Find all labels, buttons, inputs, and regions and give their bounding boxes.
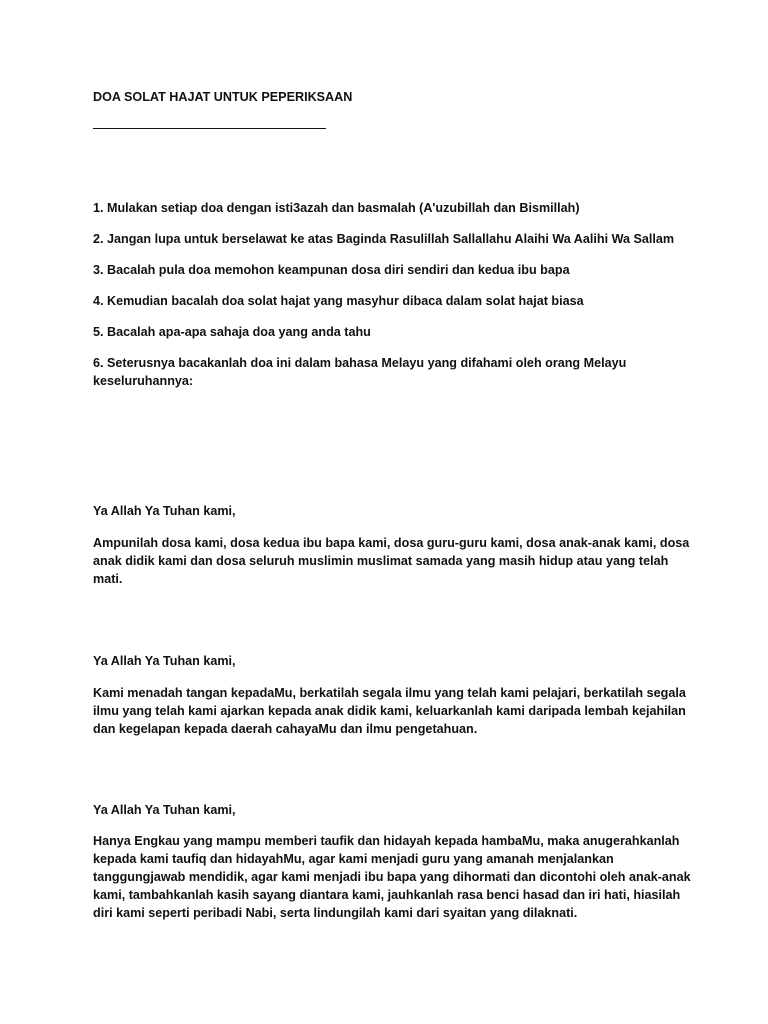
step-1: 1. Mulakan setiap doa dengan isti3azah dan basmalah (A'uzubillah dan Bismillah) bbox=[93, 201, 580, 215]
prayer-1-heading: Ya Allah Ya Tuhan kami, bbox=[93, 504, 236, 518]
prayer-3-heading: Ya Allah Ya Tuhan kami, bbox=[93, 803, 236, 817]
prayer-1-body: Ampunilah dosa kami, dosa kedua ibu bapa kami, dosa guru-guru kami, dosa anak-anak kami, dosa anak didik kami dan dosa seluruh muslimin muslimat samada yang masih hidup atau yang telah mati. bbox=[93, 536, 690, 586]
step-3: 3. Bacalah pula doa memohon keampunan dosa diri sendiri dan kedua ibu bapa bbox=[93, 263, 570, 277]
step-2: 2. Jangan lupa untuk berselawat ke atas Baginda Rasulillah Sallallahu Alaihi Wa Aalihi Wa Sallam bbox=[93, 232, 675, 246]
prayer-3-body: Hanya Engkau yang mampu memberi taufik dan hidayah kepada hambaMu, maka anugerahkanlah kepada kami taufiq dan hidayahMu, agar kami menjadi guru yang amanah menjalankan tanggungjawab mendidik, agar kami menjadi ibu bapa yang dihormati dan dicontohi oleh anak-anak kami, tambahkanlah kasih sayang diantara kami, jauhkanlah rasa benci hasad dan iri hati, hiasilah diri kami seperti peribadi Nabi, serta lindungilah kami dari syaitan yang dilaknati. bbox=[93, 834, 691, 920]
step-5: 5. Bacalah apa-apa sahaja doa yang anda tahu bbox=[93, 325, 371, 339]
prayer-2-body: Kami menadah tangan kepadaMu, berkatilah segala ilmu yang telah kami pelajari, berkatilah segala ilmu yang telah kami ajarkan kepada anak didik kami, keluarkanlah kami daripada lembah kejahilan dan kegelapan kepada daerah cahayaMu dan ilmu pengetahuan. bbox=[93, 686, 686, 736]
step-4: 4. Kemudian bacalah doa solat hajat yang masyhur dibaca dalam solat hajat biasa bbox=[93, 294, 584, 308]
step-6: 6. Seterusnya bacakanlah doa ini dalam bahasa Melayu yang difahami oleh orang Melayu keseluruhannya: bbox=[93, 356, 627, 388]
title-underline bbox=[93, 128, 326, 129]
document-title: DOA SOLAT HAJAT UNTUK PEPERIKSAAN bbox=[93, 90, 353, 104]
prayer-2-heading: Ya Allah Ya Tuhan kami, bbox=[93, 654, 236, 668]
